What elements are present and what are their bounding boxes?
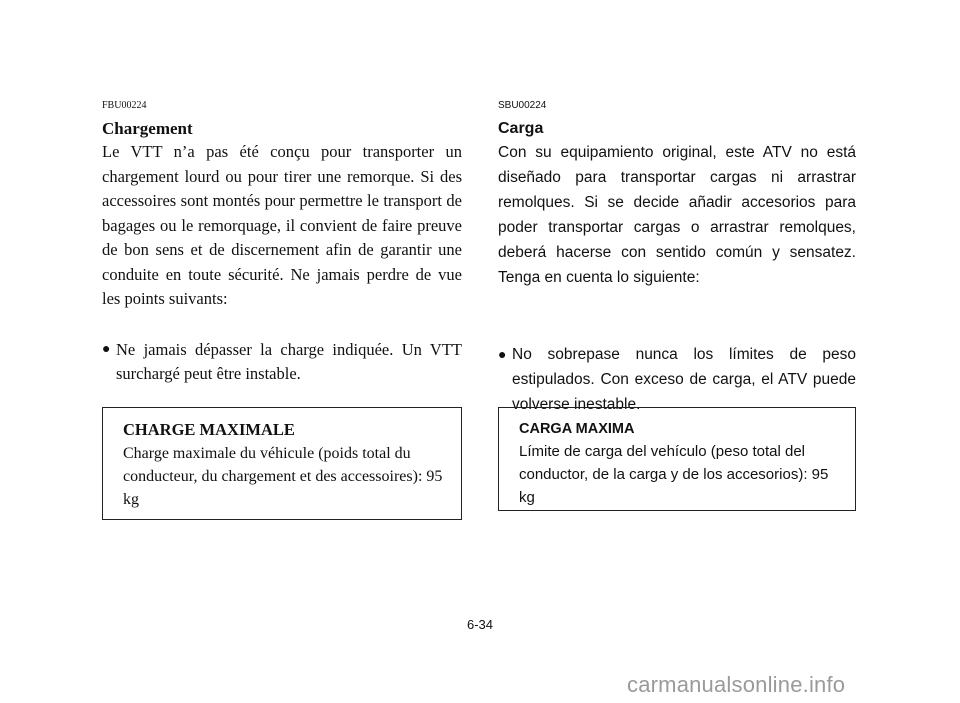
max-load-text: Charge maximale du véhicule (poids total du conducteur, du chargement et des accessoires): 95 kg <box>123 445 443 508</box>
bullet-item <box>498 342 856 417</box>
bullet-text: Ne jamais dépasser la charge indiquée. Un VTT surchargé peut être instable. <box>116 339 462 383</box>
max-load-box-french <box>102 407 462 520</box>
spanish-column <box>498 100 856 417</box>
page-number: 6-34 <box>466 617 494 632</box>
section-code: SBU00224 <box>498 100 547 111</box>
section-code: FBU00224 <box>102 100 147 111</box>
max-load-title: CARGA MAXIMA <box>519 421 635 437</box>
section-heading: Chargement <box>102 119 193 138</box>
bullet-text: No sobrepase nunca los límites de peso estipulados. Con exceso de carga, el ATV puede volverse inestable. <box>512 346 856 413</box>
watermark: carmanualsonline.info <box>627 672 846 697</box>
max-load-title: CHARGE MAXIMALE <box>123 420 295 439</box>
bullet-item <box>102 338 462 387</box>
bullet-icon: ● <box>102 341 111 357</box>
max-load-box-spanish <box>498 407 856 511</box>
max-load-text: Límite de carga del vehículo (peso total del conductor, de la carga y de los accesorios): 95 kg <box>519 443 829 506</box>
bullet-icon: ● <box>498 346 507 362</box>
body-paragraph: Con su equipamiento original, este ATV no está diseñado para transportar cargas ni arrastrar remolques. Si se decide añadir accesorios para poder transportar cargas o arrastrar remolques, deberá hacerse con sentido común y sensatez. Tenga en cuenta lo siguiente: <box>498 144 856 286</box>
body-paragraph: Le VTT n’a pas été conçu pour transporter un chargement lourd ou pour tirer une remorque. Si des accessoires sont montés pour permettre le transport de bagages ou le remorquage, il convient de faire preuve de bon sens et de discernement afin de garantir une conduite en toute sécurité. Ne jamais perdre de vue les points suivants: <box>102 142 462 308</box>
section-heading: Carga <box>498 120 544 137</box>
french-column <box>102 100 462 387</box>
